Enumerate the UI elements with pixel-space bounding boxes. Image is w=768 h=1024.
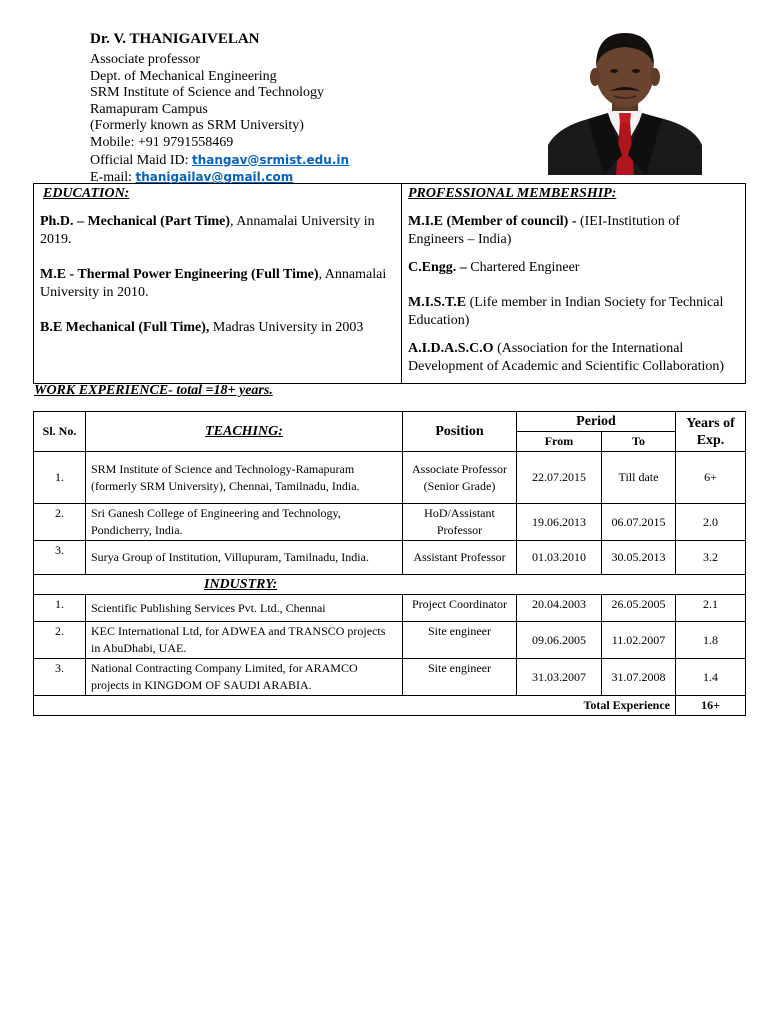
official-email-label: Official Maid ID: [90,152,192,168]
col-teaching: TEACHING: [86,412,403,452]
table-row [34,659,746,696]
row-sl: 3. [34,541,86,575]
col-position: Position [403,412,517,452]
row-position: Assistant Professor [403,541,517,575]
profile-photo [548,27,702,175]
row-organization: KEC International Ltd, for ADWEA and TRANSCO projects in AbuDhabi, UAE. [86,622,403,659]
row-years: 1.8 [676,622,746,659]
row-to: 11.02.2007 [602,622,676,659]
degree-detail: , Annamalai University in 2019. [40,214,375,247]
membership-title: C.Engg. – [408,260,471,275]
row-years: 1.4 [676,659,746,696]
row-organization: SRM Institute of Science and Technology-Ramapuram (formerly SRM University), Chennai, Tamilnadu, India. [86,452,403,504]
membership-title: M.I.E (Member of council) - [408,214,580,229]
row-to: 31.07.2008 [602,659,676,696]
row-organization: Sri Ganesh College of Engineering and Technology, Pondicherry, India. [86,504,403,541]
membership-detail: (Association for the International Development of Academic and Scientific Collaboration) [408,341,725,374]
official-email-line [90,152,530,170]
education-entry [40,266,395,302]
row-years: 6+ [676,452,746,504]
membership-entry [408,340,739,376]
membership-entry [408,259,739,277]
row-from: 31.03.2007 [517,659,602,696]
designation: Associate professor [90,52,201,67]
work-experience-table [33,411,746,716]
membership-heading: PROFESSIONAL MEMBERSHIP: [408,186,617,201]
col-sl-no: Sl. No. [34,412,86,452]
membership-entry [408,294,739,330]
membership-title: M.I.S.T.E [408,295,467,310]
education-entry [40,213,395,249]
row-years: 3.2 [676,541,746,575]
email-link[interactable]: thanigailav@gmail.com [135,170,294,185]
education-heading: EDUCATION: [43,186,130,201]
row-position: Associate Professor (Senior Grade) [403,452,517,504]
row-from: 09.06.2005 [517,622,602,659]
contact-header [90,30,530,187]
row-years: 2.0 [676,504,746,541]
row-sl: 2. [34,622,86,659]
row-to: 30.05.2013 [602,541,676,575]
row-from: 20.04.2003 [517,595,602,622]
row-organization: Surya Group of Institution, Villupuram, Tamilnadu, India. [86,541,403,575]
membership-detail: Chartered Engineer [470,260,580,275]
col-to: To [602,432,676,452]
portrait-image [548,27,702,175]
col-period: Period [517,412,676,432]
former-name: (Formerly known as SRM University) [90,118,304,134]
degree-detail: , Annamalai University in 2010. [40,267,387,300]
row-from: 01.03.2010 [517,541,602,575]
membership-title: A.I.D.A.S.C.O [408,341,494,356]
degree-title: M.E - Thermal Power Engineering (Full Time) [40,267,319,282]
industry-heading-row [34,575,746,595]
education-entry [40,319,395,337]
mobile: Mobile: +91 9791558469 [90,134,234,150]
education-membership-box [33,183,746,384]
table-header-row [34,412,746,432]
table-row [34,622,746,659]
work-experience-title: WORK EXPERIENCE- total =18+ years. [34,383,273,398]
person-name: Dr. V. THANIGAIVELAN [90,31,260,47]
table-row [34,452,746,504]
total-row [34,696,746,716]
row-years: 2.1 [676,595,746,622]
row-sl: 1. [34,452,86,504]
total-experience-value: 16+ [676,696,746,716]
row-position: Site engineer [403,622,517,659]
membership-section [402,184,745,383]
table-row [34,541,746,575]
degree-title: B.E Mechanical (Full Time), [40,320,210,335]
official-email-link[interactable]: thangav@srmist.edu.in [192,152,350,167]
table-row [34,595,746,622]
education-section [34,184,402,383]
col-years: Years of Exp. [676,412,746,452]
row-organization: National Contracting Company Limited, for ARAMCO projects in KINGDOM OF SAUDI ARABIA. [86,659,403,696]
row-position: Site engineer [403,659,517,696]
row-sl: 2. [34,504,86,541]
row-to: 26.05.2005 [602,595,676,622]
degree-title: Ph.D. – Mechanical (Part Time) [40,214,231,229]
row-position: Project Coordinator [403,595,517,622]
membership-detail: (Life member in Indian Society for Technical Education) [408,295,724,328]
row-from: 22.07.2015 [517,452,602,504]
row-to: Till date [602,452,676,504]
row-from: 19.06.2013 [517,504,602,541]
degree-detail: Madras University in 2003 [209,320,364,335]
membership-detail: (IEI-Institution of Engineers – India) [408,214,680,247]
institution: SRM Institute of Science and Technology [90,85,325,101]
industry-heading: INDUSTRY: [34,575,746,595]
email-label: E-mail: [90,170,136,186]
membership-entry [408,213,739,249]
row-organization: Scientific Publishing Services Pvt. Ltd., Chennai [86,595,403,622]
row-sl: 1. [34,595,86,622]
col-from: From [517,432,602,452]
row-position: HoD/Assistant Professor [403,504,517,541]
row-to: 06.07.2015 [602,504,676,541]
total-experience-label: Total Experience [34,696,676,716]
department: Dept. of Mechanical Engineering [90,68,277,84]
row-sl: 3. [34,659,86,696]
campus: Ramapuram Campus [90,101,208,117]
table-row [34,504,746,541]
